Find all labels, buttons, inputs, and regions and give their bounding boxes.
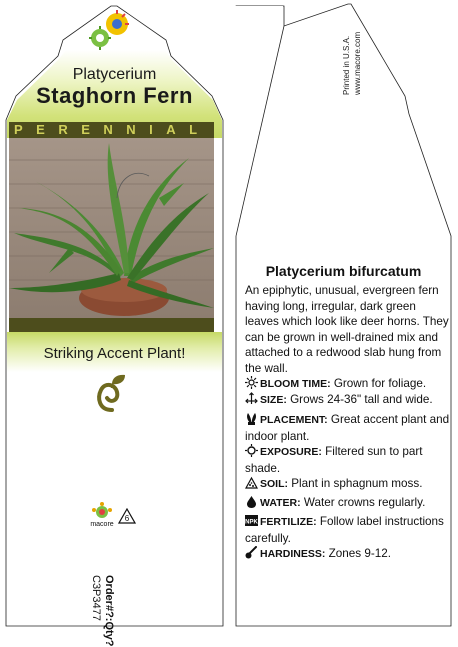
website-url: www.macore.com [353,31,362,95]
care-text: Grown for foliage. [330,377,427,390]
care-label: PLACEMENT: [260,414,328,426]
care-label: FERTILIZE: [260,516,317,528]
water-drop-icon [245,495,258,508]
size-icon [245,392,258,405]
botanical-name: Platycerium bifurcatum [265,263,422,279]
care-item-size [245,392,450,409]
sun-flower-logo-icon [89,10,133,50]
fern-illustration [9,138,214,318]
tagline: Striking Accent Plant! [43,345,186,362]
care-label: HARDINESS: [260,548,326,560]
care-text: Great accent plant and indoor plant. [245,413,450,443]
care-item-soil [245,476,450,493]
printed-notice: Printed in U.S.A. [342,35,351,95]
sku-code: C3P3477 [90,575,102,621]
care-text: Filtered sun to part shade. [245,445,423,475]
photo-bottom-band [9,318,214,332]
plant-placement-icon [245,412,258,425]
care-item-fertilize [245,514,450,546]
sun-bloom-icon [245,376,258,389]
recycle-code: 6 [124,514,130,523]
plant-description: An epiphytic, unusual, evergreen fern having long, irregular, dark green leaves which look like deer horns. They can be grown in well-drained mix and attached to a redwood slab hung from the wall. [245,284,449,375]
care-item-water [245,495,450,512]
care-text: Zones 9-12. [325,547,391,560]
npk-fertilize-icon [245,514,258,527]
macore-brand-text: macore [90,521,114,528]
care-label: WATER: [260,497,301,509]
plant-common-name: Staghorn Fern [36,83,193,108]
svg-text:NPK: NPK [245,519,258,526]
care-item-hardiness [245,546,450,563]
sun-exposure-icon [245,444,258,457]
care-text: Plant in sphagnum moss. [288,477,423,490]
care-text: Water crowns regularly. [300,496,426,509]
care-item-placement [245,412,450,444]
care-item-bloom [245,376,450,393]
thermometer-icon [245,546,258,559]
care-label: SIZE: [260,394,287,406]
order-line: Order#?:Qty? [103,575,115,647]
care-text: Grows 24-36" tall and wide. [286,393,433,406]
recycle-icon [118,508,136,526]
care-item-exposure [245,444,450,476]
soil-icon [245,476,258,489]
care-label: EXPOSURE: [260,446,322,458]
sprout-icon [95,372,129,412]
plant-genus-title: Platycerium [72,66,157,83]
care-label: BLOOM TIME: [260,378,331,390]
macore-logo-icon [89,502,115,528]
plant-photo [9,138,214,318]
category-label: PERENNIAL [14,122,211,137]
care-label: SOIL: [260,478,288,490]
care-text: Follow label instructions carefully. [245,515,444,545]
